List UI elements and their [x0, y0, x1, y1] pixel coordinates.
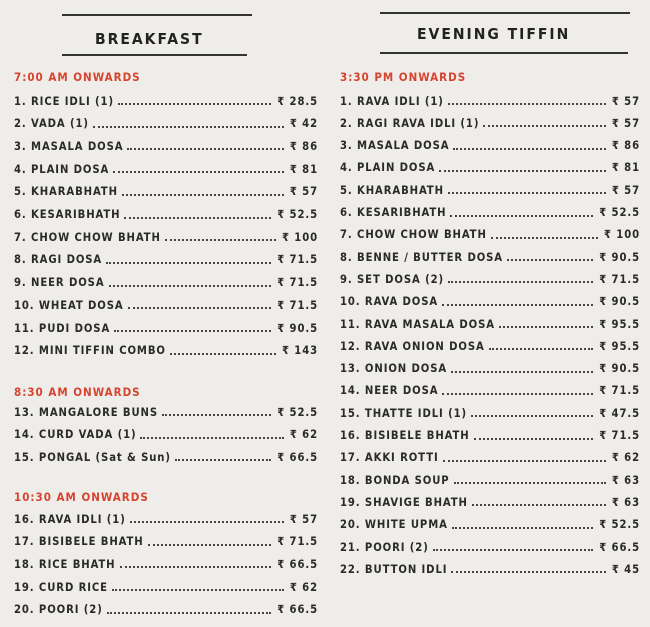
- menu-item-name: 4. PLAIN DOSA: [340, 161, 436, 175]
- menu-item-name: 7. CHOW CHOW BHATH: [340, 228, 487, 242]
- menu-item-price: ₹ 86: [289, 139, 318, 153]
- section-title: 3:30 PM ONWARDS: [340, 70, 467, 84]
- dot-leader: [93, 126, 284, 128]
- menu-item: [14, 601, 318, 619]
- menu-item-price: ₹ 57: [289, 512, 318, 526]
- menu-item-name: 18. RICE BHATH: [14, 557, 116, 571]
- menu-item-price: ₹ 66.5: [277, 557, 318, 571]
- menu-item-name: 13. MANGALORE BUNS: [14, 405, 159, 419]
- menu-item-price: ₹ 42: [289, 117, 318, 131]
- menu-item: [14, 296, 318, 314]
- menu-item-price: ₹ 63: [611, 473, 640, 487]
- dot-leader: [128, 307, 272, 309]
- heading-top-rule: [380, 12, 630, 14]
- menu-item-name: 16. BISIBELE BHATH: [340, 429, 470, 442]
- menu-item-name: 17. AKKI ROTTI: [340, 451, 439, 465]
- dot-leader: [452, 527, 593, 529]
- menu-item: [340, 360, 640, 378]
- dot-leader: [448, 103, 606, 105]
- dot-leader: [451, 571, 605, 573]
- menu-item-price: ₹ 52.5: [277, 405, 318, 419]
- dot-leader: [165, 239, 276, 241]
- menu-item-name: 8. RAGI DOSA: [14, 253, 103, 267]
- menu-item-price: ₹ 66.5: [599, 540, 640, 554]
- menu-item: [14, 228, 318, 246]
- menu-item-name: 14. CURD VADA (1): [14, 428, 137, 442]
- menu-item-price: ₹ 81: [611, 161, 640, 175]
- menu-item: [340, 404, 640, 422]
- menu-item-name: 6. KESARIBHATH: [14, 208, 121, 221]
- menu-item: [340, 293, 640, 311]
- menu-item-name: 10. RAVA DOSA: [340, 295, 439, 309]
- menu-item-name: 9. NEER DOSA: [14, 276, 105, 290]
- dot-leader: [442, 393, 593, 395]
- menu-item-name: 6. KESARIBHATH: [340, 206, 447, 219]
- menu-item: [340, 270, 640, 288]
- menu-item-name: 19. SHAVIGE BHATH: [340, 495, 468, 509]
- section-title: 7:00 AM ONWARDS: [14, 70, 141, 84]
- dot-leader: [491, 237, 598, 239]
- dot-leader: [448, 192, 606, 194]
- menu-item-price: ₹ 57: [611, 94, 640, 108]
- menu-item-price: ₹ 47.5: [599, 406, 640, 420]
- menu-item-name: 21. POORI (2): [340, 540, 429, 554]
- menu-item-price: ₹ 100: [281, 230, 318, 244]
- menu-item-price: ₹ 90.5: [599, 250, 640, 264]
- menu-item-name: 8. BENNE / BUTTER DOSA: [340, 250, 503, 264]
- menu-item-price: ₹ 95.5: [599, 339, 640, 353]
- menu-item-name: 20. WHITE UPMA: [340, 518, 448, 532]
- heading-top-rule: [62, 14, 252, 16]
- menu-item-price: ₹ 57: [611, 116, 640, 130]
- menu-item-name: 18. BONDA SOUP: [340, 473, 450, 487]
- menu-item-price: ₹ 45: [611, 562, 640, 576]
- menu-item-name: 3. MASALA DOSA: [14, 139, 124, 153]
- dot-leader: [162, 414, 271, 416]
- dot-leader: [130, 521, 284, 523]
- menu-item: [14, 448, 318, 466]
- menu-item: [340, 493, 640, 511]
- menu-item: [340, 382, 640, 400]
- menu-item: [14, 115, 318, 133]
- menu-item: [340, 204, 640, 222]
- menu-item: [14, 183, 318, 201]
- menu-item-name: 14. NEER DOSA: [340, 384, 439, 398]
- menu-item-name: 1. RAVA IDLI (1): [340, 94, 444, 108]
- dot-leader: [450, 215, 593, 217]
- menu-item-price: ₹ 71.5: [599, 384, 640, 398]
- menu-item-price: ₹ 66.5: [277, 450, 318, 464]
- dot-leader: [433, 549, 594, 551]
- dot-leader: [483, 125, 606, 127]
- section-title: 8:30 AM ONWARDS: [14, 385, 141, 399]
- menu-item-name: 15. PONGAL (Sat & Sun): [14, 450, 171, 464]
- menu-item-price: ₹ 90.5: [599, 362, 640, 376]
- menu-item-name: 5. KHARABHATH: [14, 185, 118, 199]
- menu-item-name: 19. CURD RICE: [14, 580, 108, 594]
- menu-item-name: 5. KHARABHATH: [340, 183, 444, 197]
- menu-item: [340, 137, 640, 155]
- menu-item-price: ₹ 62: [611, 451, 640, 465]
- menu-item-price: ₹ 66.5: [277, 603, 318, 617]
- menu-item-name: 17. BISIBELE BHATH: [14, 535, 144, 549]
- menu-item-name: 3. MASALA DOSA: [340, 139, 450, 153]
- menu-item: [14, 510, 318, 528]
- menu-item: [14, 319, 318, 337]
- dot-leader: [454, 482, 606, 484]
- menu-item: [340, 114, 640, 132]
- menu-item-price: ₹ 57: [289, 185, 318, 199]
- menu-item: [340, 226, 640, 244]
- dot-leader: [448, 281, 593, 283]
- menu-item-price: ₹ 71.5: [277, 535, 318, 549]
- menu-item: [14, 533, 318, 551]
- menu-item: [14, 403, 318, 421]
- menu-item-name: 22. BUTTON IDLI: [340, 562, 448, 576]
- menu-item: [340, 560, 640, 578]
- menu-item-price: ₹ 52.5: [277, 208, 318, 221]
- dot-leader: [175, 459, 271, 461]
- menu-item-name: 1. RICE IDLI (1): [14, 94, 114, 108]
- menu-item-price: ₹ 71.5: [277, 253, 318, 267]
- menu-item-name: 2. VADA (1): [14, 117, 89, 131]
- menu-item: [340, 337, 640, 355]
- dot-leader: [507, 259, 593, 261]
- dot-leader: [474, 438, 594, 440]
- menu-item-price: ₹ 71.5: [599, 272, 640, 286]
- menu-item: [14, 342, 318, 360]
- menu-item: [340, 516, 640, 534]
- dot-leader: [107, 612, 272, 614]
- dot-leader: [439, 170, 606, 172]
- dot-leader: [114, 330, 271, 332]
- section-title: 10:30 AM ONWARDS: [14, 490, 149, 504]
- menu-item-name: 9. SET DOSA (2): [340, 272, 444, 286]
- menu-item-name: 13. ONION DOSA: [340, 362, 448, 376]
- dot-leader: [122, 194, 284, 196]
- heading-bottom-rule: [380, 52, 628, 54]
- menu-item-price: ₹ 81: [289, 162, 318, 176]
- dot-leader: [442, 304, 593, 306]
- menu-item-name: 7. CHOW CHOW BHATH: [14, 230, 161, 244]
- menu-item: [340, 181, 640, 199]
- dot-leader: [170, 353, 276, 355]
- menu-item-name: 2. RAGI RAVA IDLI (1): [340, 116, 480, 130]
- menu-item-price: ₹ 57: [611, 183, 640, 197]
- menu-item: [340, 427, 640, 445]
- dot-leader: [106, 262, 271, 264]
- menu-item: [340, 159, 640, 177]
- dot-leader: [124, 217, 271, 219]
- dot-leader: [499, 326, 593, 328]
- menu-item: [14, 160, 318, 178]
- menu-item: [14, 578, 318, 596]
- menu-item-price: ₹ 100: [603, 228, 640, 242]
- menu-item-price: ₹ 62: [289, 428, 318, 442]
- dot-leader: [109, 285, 272, 287]
- menu-item: [340, 449, 640, 467]
- menu-item-price: ₹ 90.5: [277, 321, 318, 335]
- breakfast-heading: BREAKFAST: [95, 30, 204, 48]
- menu-item: [14, 555, 318, 573]
- menu-item: [14, 206, 318, 224]
- menu-item-name: 12. MINI TIFFIN COMBO: [14, 344, 166, 358]
- dot-leader: [148, 544, 272, 546]
- menu-item-price: ₹ 28.5: [277, 94, 318, 108]
- menu-item-name: 11. RAVA MASALA DOSA: [340, 317, 495, 331]
- menu-item-price: ₹ 52.5: [599, 518, 640, 532]
- menu-item-name: 20. POORI (2): [14, 603, 103, 617]
- menu-item-price: ₹ 95.5: [599, 317, 640, 331]
- menu-item-name: 12. RAVA ONION DOSA: [340, 339, 485, 353]
- menu-item-price: ₹ 63: [611, 495, 640, 509]
- dot-leader: [451, 371, 593, 373]
- dot-leader: [489, 348, 594, 350]
- menu-item-name: 4. PLAIN DOSA: [14, 162, 110, 176]
- menu-item: [340, 248, 640, 266]
- menu-item-name: 10. WHEAT DOSA: [14, 298, 124, 312]
- menu-item-price: ₹ 143: [281, 344, 318, 358]
- menu-item-price: ₹ 86: [611, 139, 640, 153]
- heading-bottom-rule: [62, 54, 247, 56]
- menu-item: [340, 471, 640, 489]
- menu-item: [14, 137, 318, 155]
- evening-tiffin-heading: EVENING TIFFIN: [417, 25, 571, 43]
- dot-leader: [472, 504, 606, 506]
- menu-item-price: ₹ 71.5: [599, 429, 640, 442]
- dot-leader: [443, 460, 606, 462]
- dot-leader: [127, 148, 283, 150]
- menu-item-price: ₹ 71.5: [277, 298, 318, 312]
- menu-item-name: 15. THATTE IDLI (1): [340, 406, 467, 420]
- dot-leader: [140, 437, 283, 439]
- dot-leader: [120, 566, 272, 568]
- dot-leader: [453, 148, 605, 150]
- menu-item: [14, 251, 318, 269]
- menu-item-name: 16. RAVA IDLI (1): [14, 512, 126, 526]
- menu-item-name: 11. PUDI DOSA: [14, 321, 111, 335]
- menu-item: [340, 315, 640, 333]
- dot-leader: [113, 171, 284, 173]
- menu-item: [14, 426, 318, 444]
- menu-item-price: ₹ 90.5: [599, 295, 640, 309]
- menu-item: [340, 92, 640, 110]
- menu-item: [14, 274, 318, 292]
- dot-leader: [112, 589, 284, 591]
- menu-item-price: ₹ 52.5: [599, 206, 640, 219]
- dot-leader: [471, 415, 593, 417]
- menu-item-price: ₹ 62: [289, 580, 318, 594]
- menu-item: [14, 92, 318, 110]
- dot-leader: [118, 103, 271, 105]
- menu-item: [340, 538, 640, 556]
- menu-item-price: ₹ 71.5: [277, 276, 318, 290]
